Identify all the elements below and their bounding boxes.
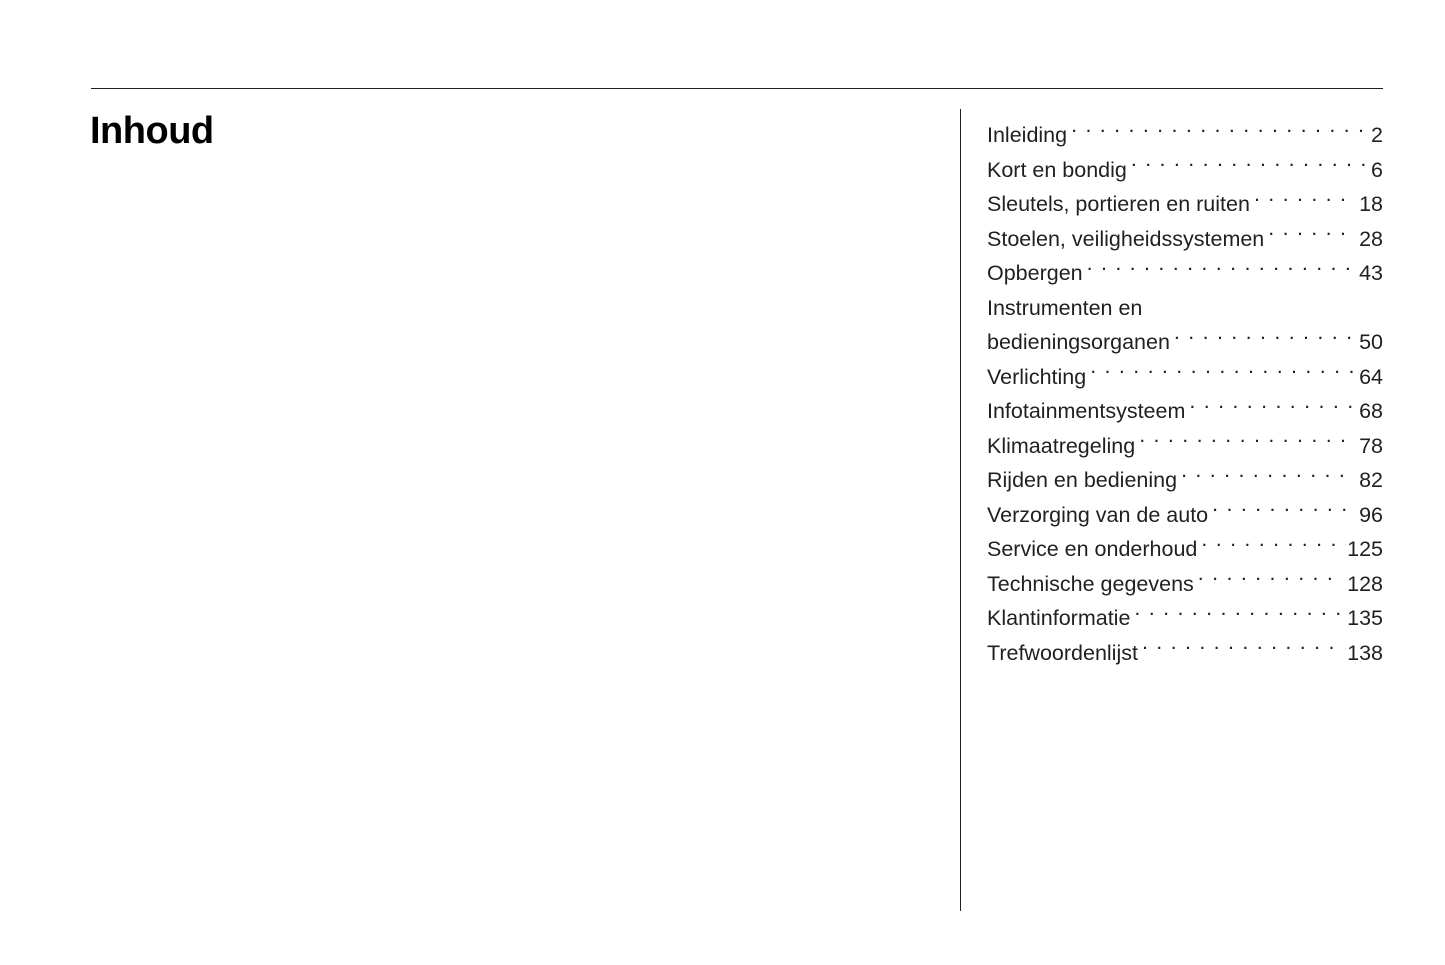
toc-entry-label: Technische gegevens: [987, 571, 1194, 596]
toc-entry[interactable]: [987, 118, 1383, 153]
toc-entry[interactable]: [987, 636, 1383, 671]
toc-entry-page: 18: [1359, 192, 1383, 216]
toc-entry[interactable]: [987, 153, 1383, 188]
toc-entry[interactable]: [987, 291, 1383, 360]
toc-entry-page: 64: [1359, 364, 1383, 389]
column-divider: [960, 109, 961, 911]
toc-entry-label: Rijden en bediening: [987, 468, 1178, 492]
toc-entry-page: 135: [1347, 606, 1383, 630]
toc-entry[interactable]: [987, 498, 1383, 533]
toc-entry-label: Opbergen: [987, 261, 1083, 285]
toc-entry[interactable]: [987, 532, 1383, 567]
toc-entry-label: Trefwoordenlijst: [987, 640, 1138, 665]
toc-leader-dots: [1212, 500, 1353, 522]
toc-leader-dots: [1071, 120, 1365, 142]
toc-entry[interactable]: [987, 394, 1383, 429]
toc-entry-page: 128: [1347, 571, 1383, 596]
toc-entry[interactable]: [987, 222, 1383, 257]
toc-entry-label: Service en onderhoud: [987, 537, 1198, 561]
page-title: Inhoud: [90, 110, 214, 152]
toc-leader-dots: [1174, 327, 1353, 349]
header-divider: [91, 88, 1383, 89]
toc-entry-page: 78: [1359, 433, 1383, 458]
toc-entry-label: Verzorging van de auto: [987, 502, 1209, 527]
toc-leader-dots: [1134, 603, 1341, 625]
toc-entry-page: 2: [1371, 123, 1383, 147]
toc-entry-page: 68: [1359, 399, 1383, 423]
toc-entry-label: Inleiding: [987, 123, 1068, 147]
toc-entry[interactable]: [987, 601, 1383, 636]
toc-entry[interactable]: [987, 256, 1383, 291]
toc-entry-label-continued: bedieningsorganen: [987, 330, 1170, 354]
toc-entry-page: 125: [1347, 537, 1383, 561]
toc-leader-dots: [1090, 362, 1353, 384]
toc-entry-label: Klantinformatie: [987, 606, 1131, 630]
toc-leader-dots: [1087, 258, 1353, 280]
toc-entry[interactable]: [987, 360, 1383, 395]
toc-entry-page: 43: [1359, 261, 1383, 285]
toc-entry-label: Instrumenten en: [987, 295, 1143, 320]
toc-leader-dots: [1198, 569, 1341, 591]
toc-entry[interactable]: [987, 429, 1383, 464]
toc-entry-label: Infotainmentsysteem: [987, 399, 1186, 423]
toc-entry-label: Stoelen, veiligheidssystemen: [987, 226, 1265, 251]
toc-entry-page: 96: [1359, 502, 1383, 527]
toc-entry[interactable]: [987, 567, 1383, 602]
toc-entry-page: 6: [1371, 157, 1383, 182]
toc-leader-dots: [1181, 465, 1353, 487]
toc-leader-dots: [1268, 224, 1353, 246]
toc-entry-page: 82: [1359, 468, 1383, 492]
toc-entry[interactable]: [987, 463, 1383, 498]
toc-entry-page: 138: [1347, 640, 1383, 665]
toc-leader-dots: [1254, 189, 1353, 211]
toc-leader-dots: [1189, 396, 1353, 418]
toc-entry-page: 28: [1359, 226, 1383, 251]
toc-entry-label: Sleutels, portieren en ruiten: [987, 192, 1250, 216]
toc-leader-dots: [1201, 534, 1341, 556]
toc-entry[interactable]: [987, 187, 1383, 222]
toc-leader-dots: [1139, 431, 1353, 453]
toc-leader-dots: [1142, 638, 1341, 660]
table-of-contents: [987, 118, 1383, 670]
toc-entry-label: Verlichting: [987, 364, 1087, 389]
toc-leader-dots: [1131, 155, 1365, 177]
toc-entry-label: Kort en bondig: [987, 157, 1127, 182]
toc-entry-page: 50: [1359, 330, 1383, 354]
toc-entry-label: Klimaatregeling: [987, 433, 1136, 458]
